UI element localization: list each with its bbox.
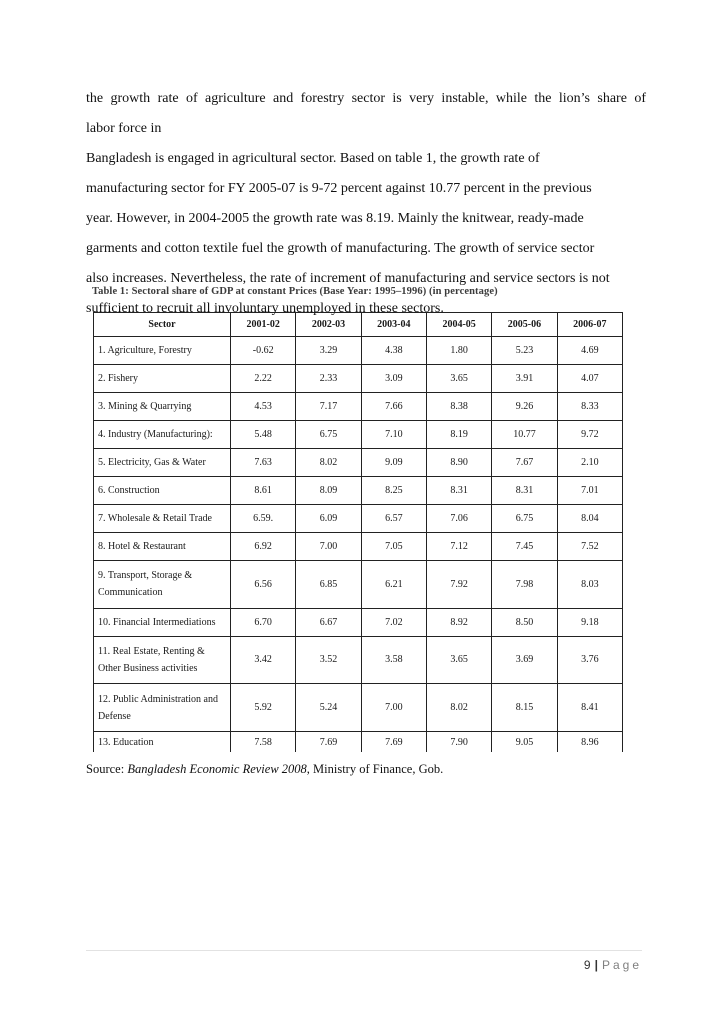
table-row bbox=[94, 532, 623, 560]
value-cell: 8.15 bbox=[492, 684, 557, 732]
page-number: 9 bbox=[583, 958, 591, 972]
value-cell: -0.62 bbox=[231, 337, 296, 365]
table-row bbox=[94, 448, 623, 476]
value-cell: 8.09 bbox=[296, 476, 361, 504]
value-cell: 5.24 bbox=[296, 684, 361, 732]
value-cell: 7.69 bbox=[296, 732, 361, 752]
sector-cell: 3. Mining & Quarrying bbox=[94, 392, 231, 420]
table-row bbox=[94, 684, 623, 732]
column-header-year: 2003-04 bbox=[361, 313, 426, 337]
sector-cell: 11. Real Estate, Renting & Other Business activities bbox=[94, 636, 231, 684]
table-row bbox=[94, 608, 623, 636]
sector-cell: 2. Fishery bbox=[94, 364, 231, 392]
value-cell: 3.09 bbox=[361, 364, 426, 392]
sector-cell: 8. Hotel & Restaurant bbox=[94, 532, 231, 560]
value-cell: 8.31 bbox=[426, 476, 491, 504]
value-cell: 5.23 bbox=[492, 337, 557, 365]
value-cell: 6.92 bbox=[231, 532, 296, 560]
paragraph-line: garments and cotton textile fuel the growth of manufacturing. The growth of service sector bbox=[86, 241, 595, 256]
table-body bbox=[94, 337, 623, 753]
page-label: Page bbox=[601, 958, 642, 972]
sector-cell: 5. Electricity, Gas & Water bbox=[94, 448, 231, 476]
footer-divider bbox=[86, 950, 642, 951]
table-row bbox=[94, 392, 623, 420]
value-cell: 8.90 bbox=[426, 448, 491, 476]
value-cell: 8.33 bbox=[557, 392, 622, 420]
value-cell: 3.76 bbox=[557, 636, 622, 684]
value-cell: 8.50 bbox=[492, 608, 557, 636]
value-cell: 3.65 bbox=[426, 636, 491, 684]
sector-cell: 9. Transport, Storage & Communication bbox=[94, 560, 231, 608]
column-header-year: 2004-05 bbox=[426, 313, 491, 337]
value-cell: 8.92 bbox=[426, 608, 491, 636]
value-cell: 7.10 bbox=[361, 420, 426, 448]
sector-cell: 7. Wholesale & Retail Trade bbox=[94, 504, 231, 532]
paragraph-line: Bangladesh is engaged in agricultural sector. Based on table 1, the growth rate of bbox=[86, 151, 540, 166]
paragraph-line: manufacturing sector for FY 2005-07 is 9-72 percent against 10.77 percent in the previous bbox=[86, 181, 592, 196]
value-cell: 8.41 bbox=[557, 684, 622, 732]
value-cell: 4.07 bbox=[557, 364, 622, 392]
value-cell: 3.29 bbox=[296, 337, 361, 365]
value-cell: 9.18 bbox=[557, 608, 622, 636]
value-cell: 7.06 bbox=[426, 504, 491, 532]
table-row bbox=[94, 420, 623, 448]
value-cell: 8.25 bbox=[361, 476, 426, 504]
column-header-year: 2006-07 bbox=[557, 313, 622, 337]
value-cell: 9.09 bbox=[361, 448, 426, 476]
value-cell: 7.00 bbox=[361, 684, 426, 732]
value-cell: 7.90 bbox=[426, 732, 491, 752]
value-cell: 3.91 bbox=[492, 364, 557, 392]
value-cell: 7.92 bbox=[426, 560, 491, 608]
value-cell: 2.10 bbox=[557, 448, 622, 476]
value-cell: 8.03 bbox=[557, 560, 622, 608]
value-cell: 7.58 bbox=[231, 732, 296, 752]
value-cell: 6.85 bbox=[296, 560, 361, 608]
value-cell: 7.17 bbox=[296, 392, 361, 420]
value-cell: 6.56 bbox=[231, 560, 296, 608]
table-row bbox=[94, 337, 623, 365]
value-cell: 8.96 bbox=[557, 732, 622, 752]
value-cell: 7.98 bbox=[492, 560, 557, 608]
table-row bbox=[94, 636, 623, 684]
paragraph-line: the growth rate of agriculture and forestry sector is very instable, while the lion’s share of bbox=[86, 91, 646, 106]
value-cell: 3.42 bbox=[231, 636, 296, 684]
paragraph-line: labor force in bbox=[86, 121, 162, 136]
value-cell: 8.61 bbox=[231, 476, 296, 504]
value-cell: 4.69 bbox=[557, 337, 622, 365]
source-suffix: , Ministry of Finance, Gob. bbox=[306, 762, 444, 776]
value-cell: 6.75 bbox=[492, 504, 557, 532]
column-header-year: 2001-02 bbox=[231, 313, 296, 337]
value-cell: 7.05 bbox=[361, 532, 426, 560]
value-cell: 5.92 bbox=[231, 684, 296, 732]
value-cell: 6.67 bbox=[296, 608, 361, 636]
value-cell: 7.45 bbox=[492, 532, 557, 560]
value-cell: 7.63 bbox=[231, 448, 296, 476]
value-cell: 1.80 bbox=[426, 337, 491, 365]
value-cell: 7.12 bbox=[426, 532, 491, 560]
value-cell: 8.02 bbox=[426, 684, 491, 732]
sector-cell: 12. Public Administration and Defense bbox=[94, 684, 231, 732]
sector-cell: 6. Construction bbox=[94, 476, 231, 504]
value-cell: 8.02 bbox=[296, 448, 361, 476]
column-header-year: 2002-03 bbox=[296, 313, 361, 337]
value-cell: 9.26 bbox=[492, 392, 557, 420]
value-cell: 4.53 bbox=[231, 392, 296, 420]
value-cell: 7.52 bbox=[557, 532, 622, 560]
value-cell: 8.38 bbox=[426, 392, 491, 420]
table-row bbox=[94, 560, 623, 608]
column-header-year: 2005-06 bbox=[492, 313, 557, 337]
source-citation bbox=[86, 762, 443, 777]
value-cell: 9.72 bbox=[557, 420, 622, 448]
value-cell: 6.75 bbox=[296, 420, 361, 448]
value-cell: 6.59. bbox=[231, 504, 296, 532]
value-cell: 6.21 bbox=[361, 560, 426, 608]
value-cell: 7.01 bbox=[557, 476, 622, 504]
table-header-row bbox=[94, 313, 623, 337]
value-cell: 3.58 bbox=[361, 636, 426, 684]
table-row bbox=[94, 504, 623, 532]
paragraph-line: year. However, in 2004-2005 the growth rate was 8.19. Mainly the knitwear, ready-made bbox=[86, 211, 584, 226]
value-cell: 6.57 bbox=[361, 504, 426, 532]
sector-cell: 13. Education bbox=[94, 732, 231, 752]
value-cell: 7.69 bbox=[361, 732, 426, 752]
paragraph-line: sufficient to recruit all involuntary unemployed in these sectors. bbox=[86, 301, 444, 316]
value-cell: 6.09 bbox=[296, 504, 361, 532]
value-cell: 7.02 bbox=[361, 608, 426, 636]
value-cell: 6.70 bbox=[231, 608, 296, 636]
sector-cell: 1. Agriculture, Forestry bbox=[94, 337, 231, 365]
value-cell: 3.52 bbox=[296, 636, 361, 684]
value-cell: 10.77 bbox=[492, 420, 557, 448]
value-cell: 3.65 bbox=[426, 364, 491, 392]
value-cell: 3.69 bbox=[492, 636, 557, 684]
value-cell: 9.05 bbox=[492, 732, 557, 752]
column-header-sector: Sector bbox=[94, 313, 231, 337]
value-cell: 2.22 bbox=[231, 364, 296, 392]
page-footer bbox=[584, 958, 642, 972]
sector-cell: 4. Industry (Manufacturing): bbox=[94, 420, 231, 448]
paragraph-line: also increases. Nevertheless, the rate of increment of manufacturing and service sectors is not bbox=[86, 271, 610, 286]
footer-separator: | bbox=[594, 958, 598, 972]
value-cell: 8.04 bbox=[557, 504, 622, 532]
table-caption: Table 1: Sectoral share of GDP at constant Prices (Base Year: 1995–1996) (in percentage) bbox=[92, 286, 498, 297]
table-row bbox=[94, 476, 623, 504]
value-cell: 7.67 bbox=[492, 448, 557, 476]
table-row bbox=[94, 364, 623, 392]
value-cell: 2.33 bbox=[296, 364, 361, 392]
gdp-growth-table bbox=[93, 312, 623, 752]
value-cell: 4.38 bbox=[361, 337, 426, 365]
value-cell: 7.66 bbox=[361, 392, 426, 420]
source-prefix: Source: bbox=[86, 762, 128, 776]
value-cell: 8.31 bbox=[492, 476, 557, 504]
sector-cell: 10. Financial Intermediations bbox=[94, 608, 231, 636]
value-cell: 7.00 bbox=[296, 532, 361, 560]
value-cell: 5.48 bbox=[231, 420, 296, 448]
table-row bbox=[94, 732, 623, 752]
source-title: Bangladesh Economic Review 2008 bbox=[127, 762, 307, 776]
gdp-table-container bbox=[93, 312, 623, 752]
value-cell: 8.19 bbox=[426, 420, 491, 448]
